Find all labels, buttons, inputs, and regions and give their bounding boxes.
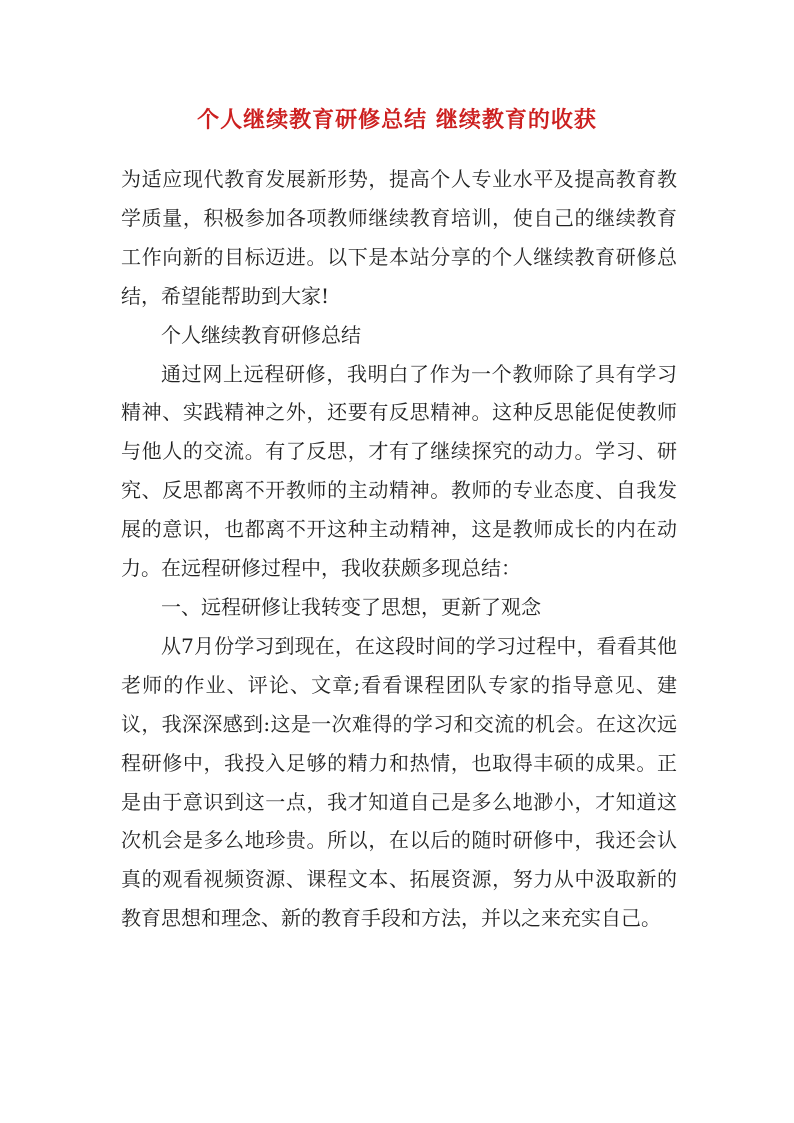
intro-paragraph: 为适应现代教育发展新形势，提高个人专业水平及提高教育教学质量，积极参加各项教师继续教育培训，使自己的继续教育工作向新的目标迈进。以下是本站分享的个人继续教育研修总结，希望能帮助到大家! [121,167,677,308]
document-body [121,160,677,938]
body-paragraph-reflection: 通过网上远程研修，我明白了作为一个教师除了具有学习精神、实践精神之外，还要有反思精神。这种反思能促使教师与他人的交流。有了反思，才有了继续探究的动力。学习、研究、反思都离不开教师的主动精神。教师的专业态度、自我发展的意识，也都离不开这种主动精神，这是教师成长的内在动力。在远程研修过程中，我收获颇多现总结： [121,361,677,581]
body-paragraph-learning: 从7月份学习到现在，在这段时间的学习过程中，看看其他老师的作业、评论、文章;看看课程团队专家的指导意见、建议，我深深感到:这是一次难得的学习和交流的机会。在这次远程研修中，我投入足够的精力和热情，也取得丰硕的成果。正是由于意识到这一点，我才知道自己是多么地渺小，才知道这次机会是多么地珍贵。所以，在以后的随时研修中，我还会认真的观看视频资源、课程文本、拓展资源，努力从中汲取新的教育思想和理念、新的教育手段和方法，并以之来充实自己。 [121,633,677,931]
section-heading: 个人继续教育研修总结 [161,322,361,347]
subsection-heading: 一、远程研修让我转变了思想，更新了观念 [161,594,541,619]
document-title: 个人继续教育研修总结 继续教育的收获 [197,107,597,133]
